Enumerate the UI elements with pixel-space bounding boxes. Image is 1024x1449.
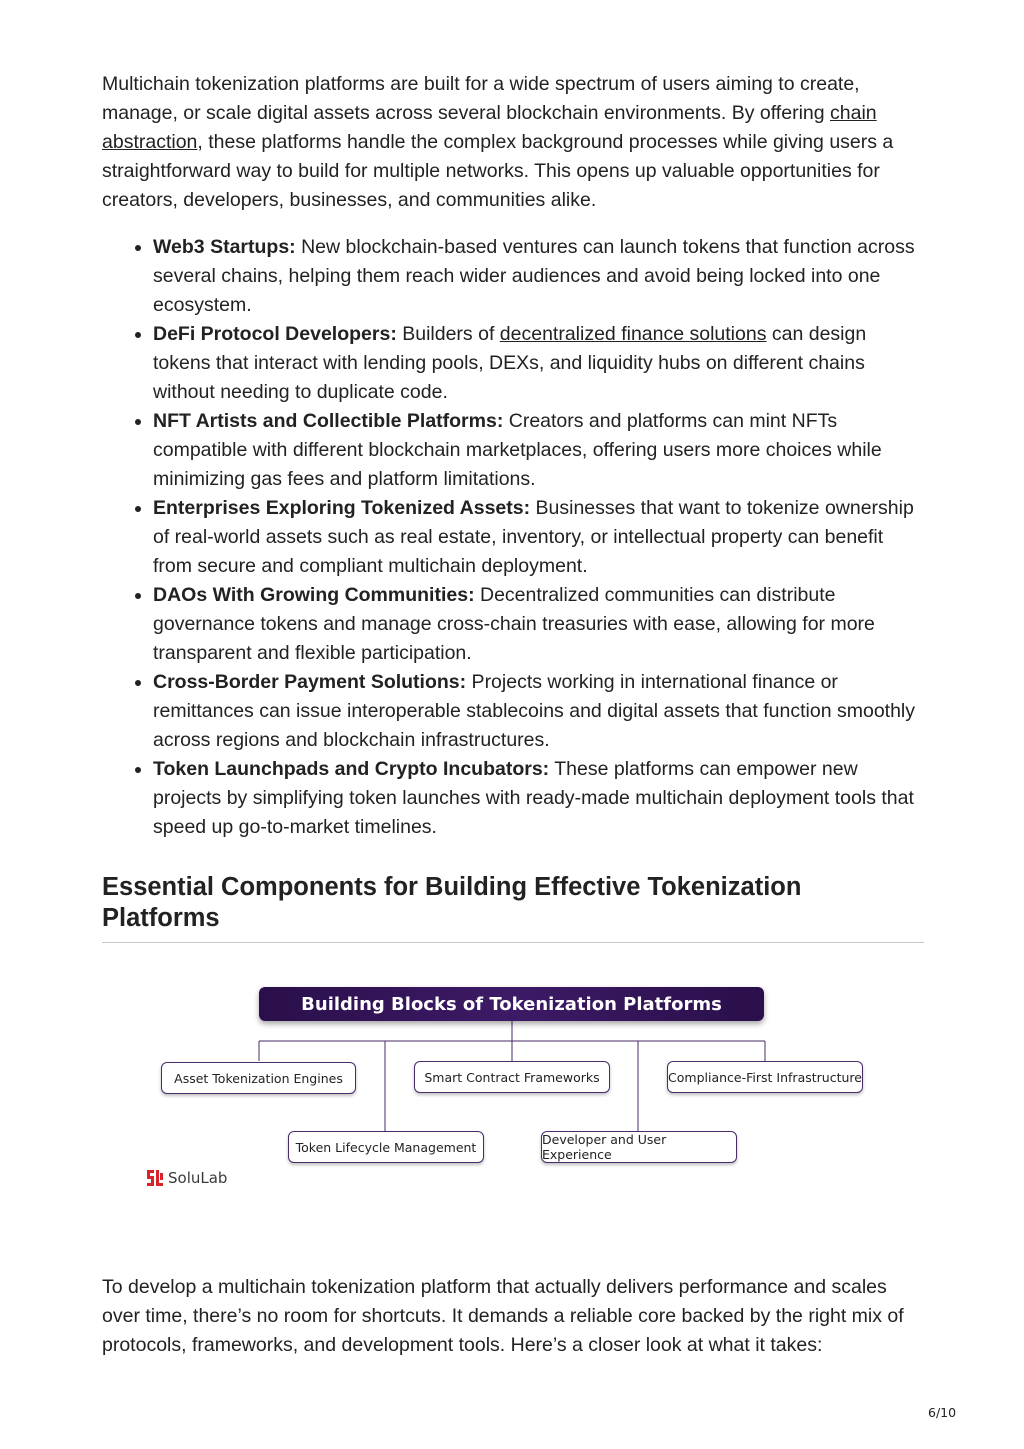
list-item-title: DeFi Protocol Developers: — [153, 323, 397, 345]
diagram-title: Building Blocks of Tokenization Platforms — [259, 987, 764, 1021]
list-item-text-continued: can design tokens that interact with lending pools, DEXs, and liquidity hubs on different chains without needing to duplicate code. — [153, 323, 867, 403]
list-item-title: NFT Artists and Collectible Platforms: — [153, 410, 504, 432]
list-item — [153, 494, 924, 581]
list-item-title: DAOs With Growing Communities: — [153, 584, 475, 606]
list-item-title: Web3 Startups: — [153, 236, 296, 258]
building-blocks-diagram — [102, 983, 924, 1233]
solulab-logo-text: SoluLab — [168, 1169, 228, 1187]
chain-abstraction-link[interactable]: chain abstraction — [102, 102, 877, 153]
list-item-text: Businesses that want to tokenize ownership of real-world assets such as real estate, inventory, or intellectual property can benefit from secure and compliant multichain deployment. — [153, 497, 914, 577]
intro-paragraph — [102, 70, 924, 215]
intro-text: Multichain tokenization platforms are built for a wide spectrum of users aiming to create, manage, or scale digital assets across several blockchain environments. By offering — [102, 73, 860, 124]
article-body — [102, 70, 924, 1360]
list-item-text: New blockchain-based ventures can launch tokens that function across several chains, helping them reach wider audiences and avoid being locked into one ecosystem. — [153, 236, 915, 316]
defi-solutions-link[interactable]: decentralized finance solutions — [499, 323, 767, 345]
list-item — [153, 755, 924, 842]
list-item-title: Token Launchpads and Crypto Incubators: — [153, 758, 550, 780]
solulab-logo-icon — [147, 1170, 163, 1186]
list-item-text: Creators and platforms can mint NFTs compatible with different blockchain marketplaces, offering users more choices while minimizing gas fees and platform limitations. — [153, 410, 882, 490]
node-developer-and-user-experience: Developer and User Experience — [541, 1131, 737, 1163]
section-heading: Essential Components for Building Effective Tokenization Platforms — [102, 872, 924, 943]
list-item — [153, 320, 924, 407]
list-item — [153, 668, 924, 755]
list-item-title: Cross-Border Payment Solutions: — [153, 671, 467, 693]
list-item — [153, 233, 924, 320]
list-item — [153, 581, 924, 668]
use-case-list — [102, 233, 924, 842]
solulab-logo — [147, 1169, 227, 1187]
node-compliance-first-infrastructure: Compliance-First Infrastructure — [667, 1061, 863, 1093]
node-token-lifecycle-management: Token Lifecycle Management — [288, 1131, 484, 1163]
list-item-text: Decentralized communities can distribute governance tokens and manage cross-chain treasuries with ease, allowing for more transparent and flexible participation. — [153, 584, 875, 664]
list-item — [153, 407, 924, 494]
node-smart-contract-frameworks: Smart Contract Frameworks — [414, 1061, 610, 1093]
node-asset-tokenization-engines: Asset Tokenization Engines — [161, 1062, 356, 1094]
page-number: 6/10 — [928, 1405, 957, 1420]
list-item-title: Enterprises Exploring Tokenized Assets: — [153, 497, 531, 519]
closing-paragraph: To develop a multichain tokenization platform that actually delivers performance and scales over time, there’s no room for shortcuts. It demands a reliable core backed by the right mix of protocols, frameworks, and development tools. Here’s a closer look at what it takes: — [102, 1276, 904, 1356]
list-item-text: Builders of — [396, 323, 500, 345]
intro-text-continued: , these platforms handle the complex background processes while giving users a straightforward way to build for multiple networks. This opens up valuable opportunities for creators, developers, businesses, and communities alike. — [102, 131, 894, 211]
list-item-text: Projects working in international finance or remittances can issue interoperable stablecoins and digital assets that function smoothly across regions and blockchain infrastructures. — [153, 671, 916, 751]
list-item-text: These platforms can empower new projects by simplifying token launches with ready-made multichain deployment tools that speed up go-to-market timelines. — [153, 758, 914, 838]
